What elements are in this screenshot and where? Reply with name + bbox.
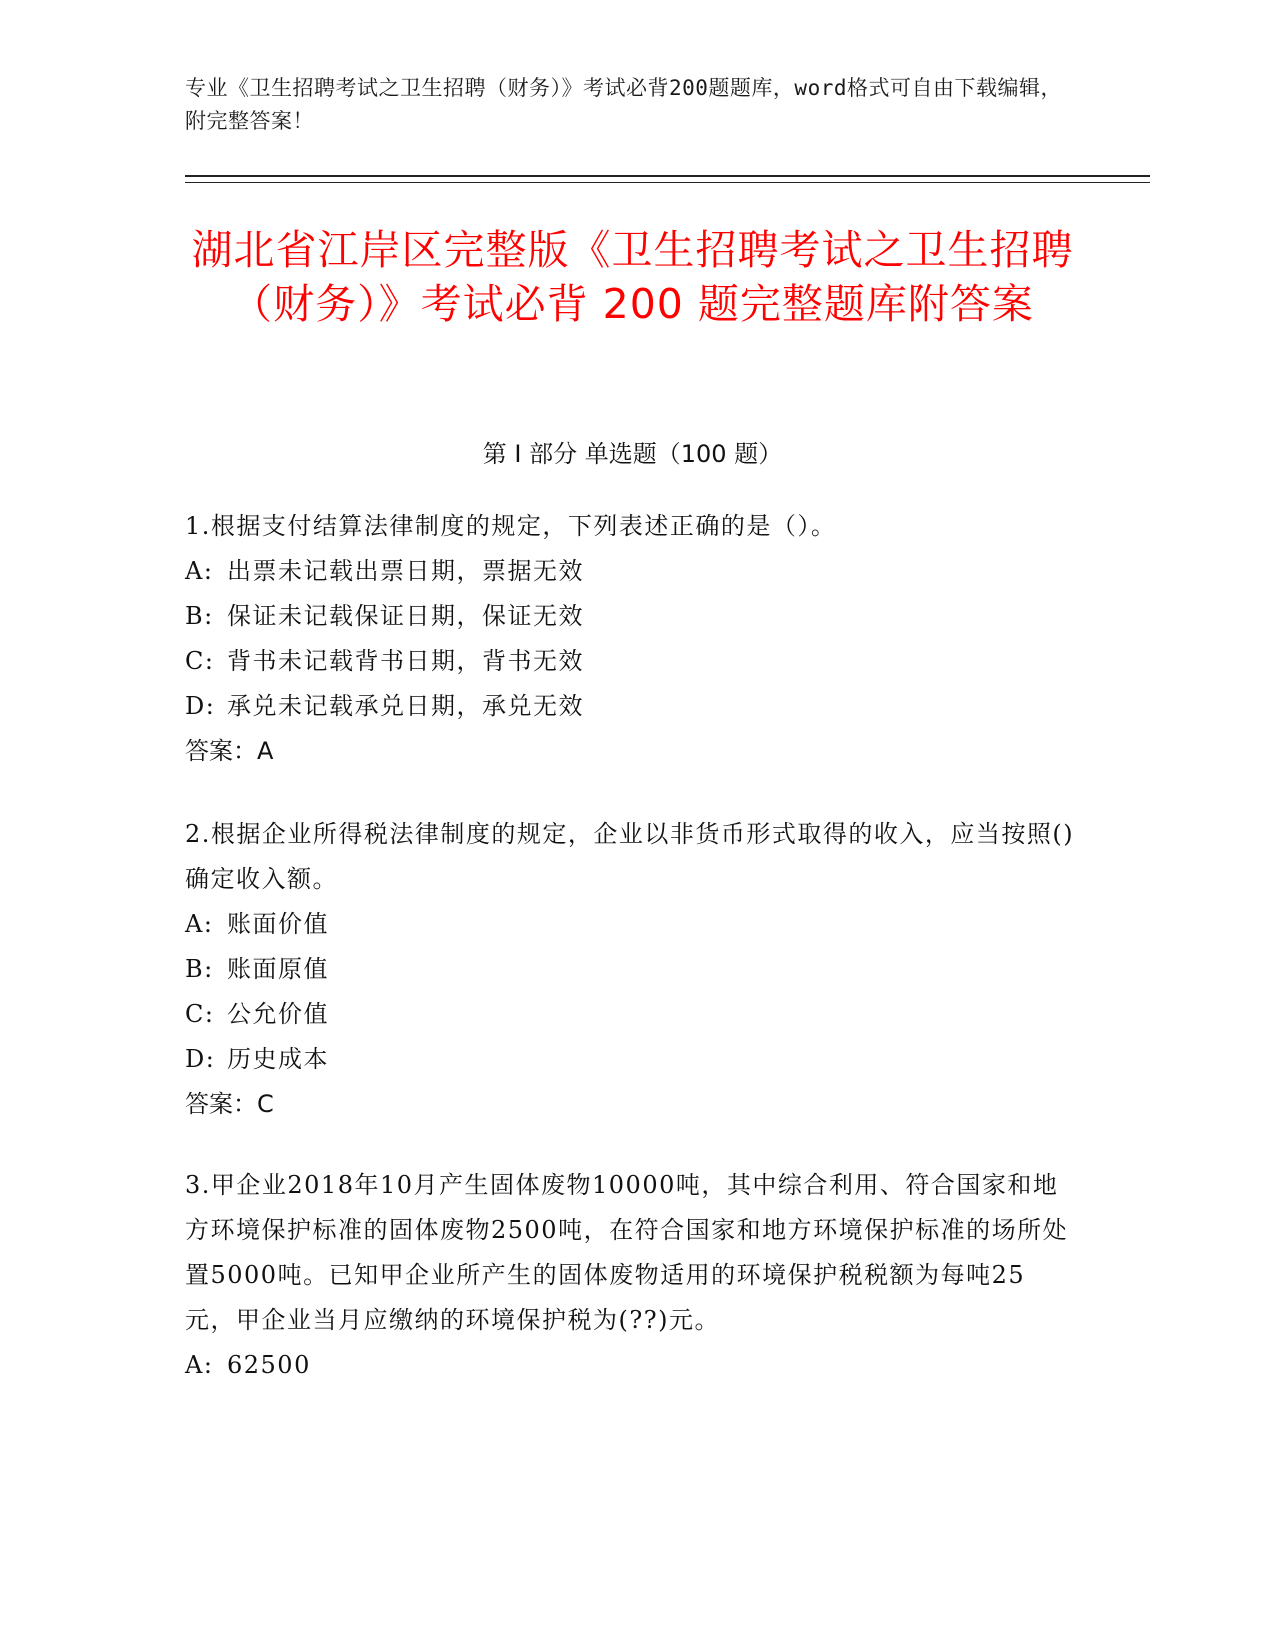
option-b	[185, 947, 1075, 992]
option-c	[185, 992, 1075, 1037]
option-letter: A:	[185, 1351, 214, 1379]
question-3	[185, 1163, 1075, 1388]
question-1	[185, 504, 1075, 774]
option-text: 账面原值	[227, 955, 329, 983]
header-divider-thin	[185, 182, 1150, 183]
option-text: 历史成本	[227, 1045, 329, 1073]
option-d	[185, 1037, 1075, 1082]
question-2	[185, 812, 1075, 1127]
option-d	[185, 684, 1075, 729]
option-text: 背书未记载背书日期，背书无效	[227, 647, 584, 675]
option-letter: B:	[185, 602, 214, 630]
option-letter: C:	[185, 647, 215, 675]
option-b	[185, 594, 1075, 639]
option-letter: C:	[185, 1000, 215, 1028]
question-stem: 2.根据企业所得税法律制度的规定，企业以非货币形式取得的收入，应当按照()确定收入额。	[185, 820, 1075, 893]
answer-line: 答案：A	[185, 737, 274, 765]
option-letter: A:	[185, 557, 214, 585]
section-title: 第 I 部分 单选题（100 题）	[482, 440, 783, 468]
header-divider	[185, 175, 1150, 177]
question-stem: 3.甲企业2018年10月产生固体废物10000吨，其中综合利用、符合国家和地方环境保护标准的固体废物2500吨，在符合国家和地方环境保护标准的场所处置5000吨。已知甲企业所产生的固体废物适用的环境保护税税额为每吨25元，甲企业当月应缴纳的环境保护税为(??)元。	[185, 1171, 1069, 1334]
option-letter: B:	[185, 955, 214, 983]
option-a	[185, 549, 1075, 594]
option-text: 出票未记载出票日期，票据无效	[227, 557, 584, 585]
option-letter: D:	[185, 1045, 216, 1073]
option-c	[185, 639, 1075, 684]
option-a	[185, 1343, 1075, 1388]
option-letter: A:	[185, 910, 214, 938]
option-text: 公允价值	[227, 1000, 329, 1028]
question-stem: 1.根据支付结算法律制度的规定，下列表述正确的是（）。	[185, 512, 837, 540]
option-letter: D:	[185, 692, 216, 720]
option-text: 账面价值	[227, 910, 329, 938]
option-text: 承兑未记载承兑日期，承兑无效	[227, 692, 584, 720]
option-text: 62500	[227, 1351, 311, 1379]
header-note: 专业《卫生招聘考试之卫生招聘（财务）》考试必背200题题库，word格式可自由下载编辑，附完整答案！	[185, 76, 1062, 133]
option-a	[185, 902, 1075, 947]
option-text: 保证未记载保证日期，保证无效	[227, 602, 584, 630]
answer-line: 答案：C	[185, 1090, 274, 1118]
document-title: 湖北省江岸区完整版《卫生招聘考试之卫生招聘（财务）》考试必背 200 题完整题库附答案	[191, 226, 1074, 328]
